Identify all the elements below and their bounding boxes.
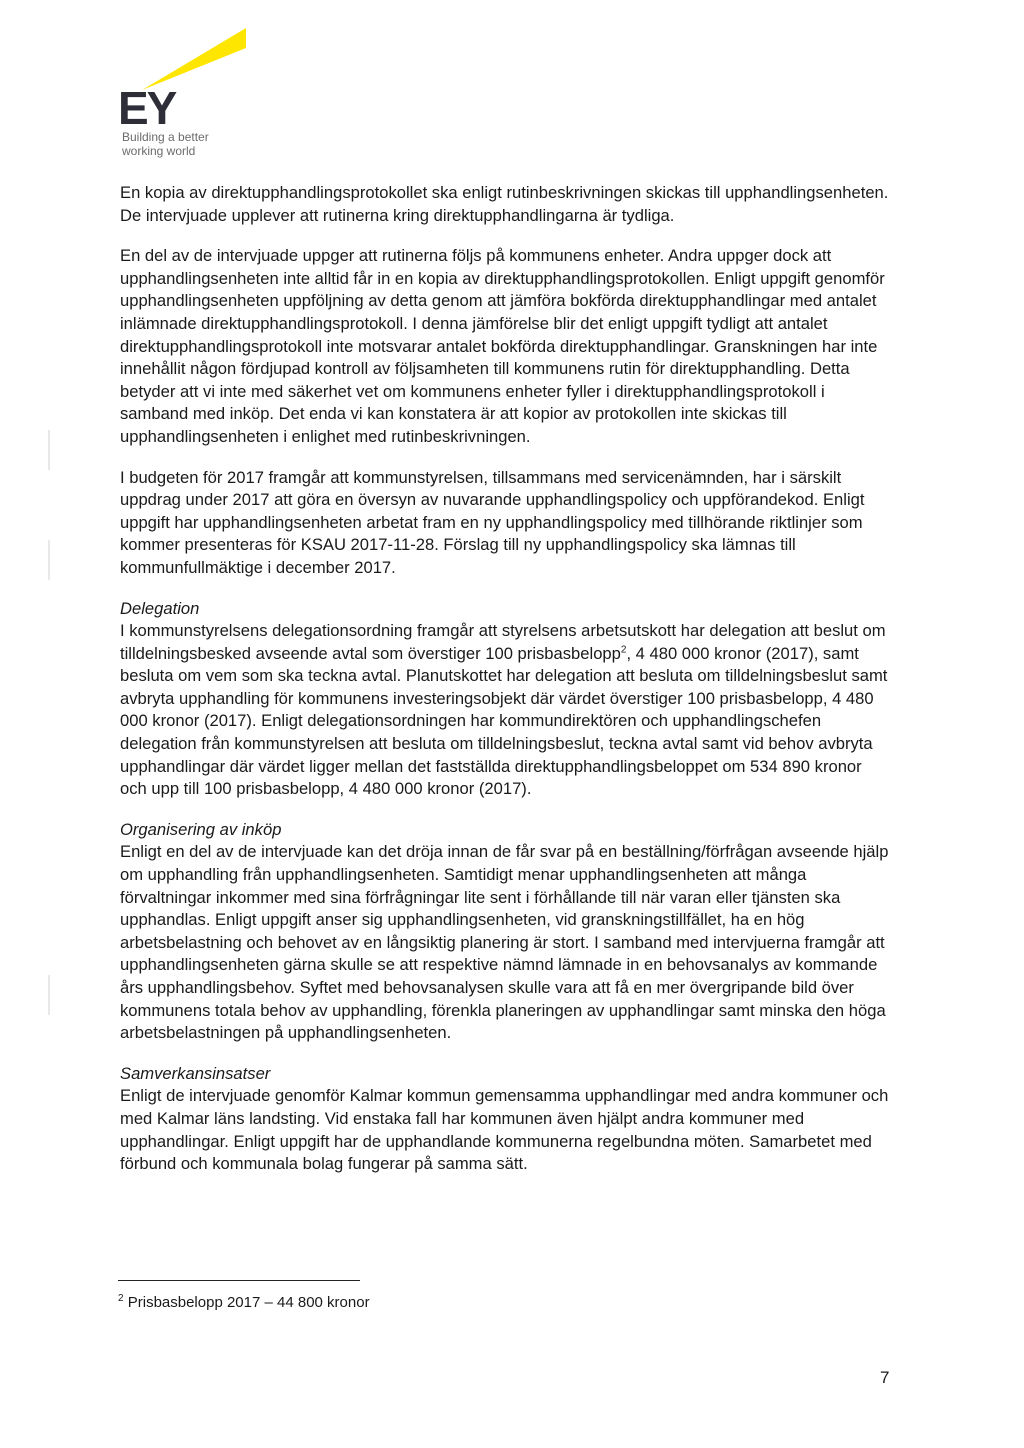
footnote-text: Prisbasbelopp 2017 – 44 800 kronor bbox=[127, 1294, 370, 1311]
ey-logo-graphic bbox=[118, 28, 258, 138]
section-body-organisering: Enligt en del av de intervjuade kan det dröja innan de får svar på en beställning/förfrågan avseende hjälp om upphandling från upphandlingsenheten. Samtidigt menar upphandlingsenheten att många förvaltningar inkommer med sina förfrågningar lite sent i förhållande till när varan eller tjänsten ska upphandlas. Enligt uppgift anser sig upphandlingsenheten, vid granskningstillfället, ha en hög arbetsbelastning och behovet av en långsiktig planering är stort. I samband med intervjuerna framgår att upphandlingsenheten gärna skulle se att respektive nämnd lämnade in en behovsanalys av kommande års upphandlingsbehov. Syftet med behovsanalysen skulle vara att få en mer övergripande bild över kommunens totala behov av upphandling, förenkla planeringen av upphandlingar samt minska den höga arbetsbelastningen på upphandlingsenheten. bbox=[120, 842, 889, 1043]
delegation-text-part-2: , 4 480 000 kronor (2017), samt besluta om vem som ska teckna avtal. Planutskottet har delegation att besluta om tilldelningsbeslut samt avbryta upphandling för kommunens investeringsobjekt där värdet överstiger 100 prisbasbelopp, 4 480 000 kronor (2017). Enligt delegationsordningen har kommundirektören och upphandlingschefen delegation från kommunstyrelsen att besluta om tilldelningsbeslut, teckna avtal samt vid behov avbryta upphandlingar där värdet ligger mellan det fastställda direktupphandlingsbeloppet om 534 890 kronor och upp till 100 prisbasbelopp, 4 480 000 kronor (2017). bbox=[120, 643, 888, 799]
section-title-delegation: Delegation bbox=[120, 598, 200, 618]
section-title-samverkan: Samverkansinsatser bbox=[120, 1063, 271, 1083]
paragraph-budget-2017: I budgeten för 2017 framgår att kommunstyrelsen, tillsammans med servicenämnden, har i särskilt uppdrag under 2017 att göra en översyn av nuvarande upphandlingspolicy och uppförandekod. Enligt uppgift har upphandlingsenheten arbetat fram en ny upphandlingspolicy med tillhörande riktlinjer som kommer presenteras för KSAU 2017-11-28. Förslag till ny upphandlingspolicy ska lämnas till kommunfullmäktige i december 2017. bbox=[120, 467, 865, 577]
ey-beam-shape bbox=[142, 28, 246, 90]
scan-artifact bbox=[48, 430, 50, 470]
section-body-samverkan: Enligt de intervjuade genomför Kalmar kommun gemensamma upphandlingar med andra kommuner och med Kalmar läns landsting. Vid enstaka fall har kommunen även hjälpt andra kommuner med upphandlingar. Enligt uppgift har de upphandlande kommunerna regelbundna möten. Samarbetet med förbund och kommunala bolag fungerar på samma sätt. bbox=[120, 1086, 889, 1174]
page-number: 7 bbox=[880, 1368, 890, 1387]
tagline-line-2: working world bbox=[122, 144, 196, 158]
tagline-line-1: Building a better bbox=[122, 130, 209, 144]
paragraph-routines-followed: En del av de intervjuade uppger att rutinerna följs på kommunens enheter. Andra uppger dock att upphandlingsenheten inte alltid får in en kopia av direktupphandlingsprotokollen. Enligt uppgift genomför upphandlingsenheten uppföljning av detta genom att jämföra bokförda direktupphandlingar med antalet inlämnade direktupphandlingsprotokoll. I denna jämförelse blir det enligt uppgift tydligt att antalet direktupphandlingsprotokoll inte motsvarar antalet bokförda direktupphandlingar. Granskningen har inte innehållit någon fördjupad kontroll av följsamheten till kommunens rutin för direktupphandling. Detta betyder att vi inte med säkerhet vet om kommunens enheter fyller i direktupphandlingsprotokoll i samband med inköp. Det enda vi kan konstatera är att kopior av protokollen inte skickas till upphandlingsenheten i enlighet med rutinbeskrivningen. bbox=[120, 246, 885, 446]
ey-logo-text: EY bbox=[118, 82, 176, 134]
footnote-number: 2 bbox=[118, 1293, 124, 1304]
scan-artifact bbox=[48, 975, 50, 1015]
delegation-text-part-1: I kommunstyrelsens delegationsordning framgår att styrelsens arbetsutskott har delegation att beslut om tilldelningsbesked avseende avtal som överstiger 100 prisbasbelopp bbox=[120, 621, 886, 663]
scan-artifact bbox=[48, 540, 50, 580]
section-body-delegation bbox=[120, 620, 892, 801]
footnote-divider bbox=[118, 1280, 360, 1281]
footnote bbox=[118, 1294, 370, 1312]
paragraph-protocol-copy: En kopia av direktupphandlingsprotokollet ska enligt rutinbeskrivningen skickas till upphandlingsenheten. De intervjuade upplever att rutinerna kring direktupphandlingarna är tydliga. bbox=[120, 183, 889, 225]
footnote-reference: 2 bbox=[620, 644, 627, 656]
document-body bbox=[120, 182, 892, 1194]
section-title-organisering: Organisering av inköp bbox=[120, 819, 282, 839]
ey-tagline bbox=[122, 130, 262, 158]
